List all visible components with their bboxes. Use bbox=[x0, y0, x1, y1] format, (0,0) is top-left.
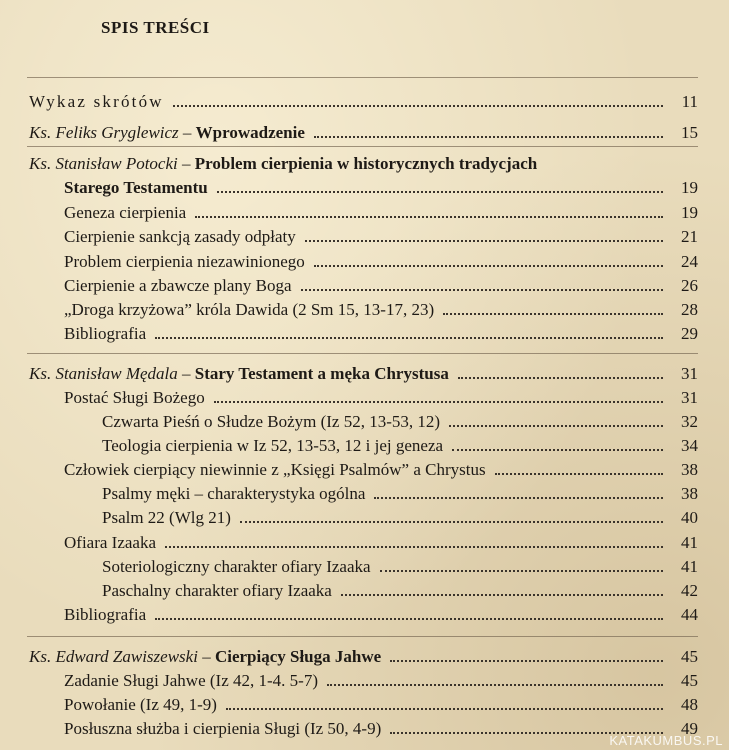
toc-entry bbox=[64, 601, 698, 625]
toc-entry-text: Soteriologiczny charakter ofiary Izaaka bbox=[102, 557, 371, 576]
toc-entry-label bbox=[64, 300, 434, 320]
toc-entry-label bbox=[64, 695, 217, 715]
toc-entry-text: Cierpienie a zbawcze plany Boga bbox=[64, 276, 292, 295]
toc-entry-text: Psalm 22 (Wlg 21) bbox=[102, 508, 231, 527]
toc-entry bbox=[29, 360, 698, 384]
toc-entry-label bbox=[29, 92, 164, 112]
toc-entry-title: Stary Testament a męka Chrystusa bbox=[194, 364, 449, 383]
toc-entry-text: Teologia cierpienia w Iz 52, 13-53, 12 i jej geneza bbox=[102, 436, 444, 455]
page-title: SPIS TREŚCI bbox=[101, 18, 210, 37]
toc-entry-separator: – bbox=[197, 647, 215, 666]
toc-entry-page: 34 bbox=[681, 436, 698, 455]
toc-entry-label bbox=[64, 388, 205, 408]
toc-entry-label bbox=[64, 671, 318, 691]
toc-entry-page: 19 bbox=[681, 178, 698, 197]
toc-entry-label bbox=[64, 719, 381, 739]
toc-entry-label bbox=[29, 647, 381, 667]
toc-entry-text: Człowiek cierpiący niewinnie z „Księgi Psalmów” a Chrystus bbox=[64, 460, 486, 479]
toc-entry-page: 38 bbox=[681, 460, 698, 479]
dot-leader bbox=[305, 240, 663, 242]
toc-entry-text: Posłuszna służba i cierpienia Sługi (Iz 50, 4-9) bbox=[64, 719, 382, 738]
toc-entry-page: 15 bbox=[681, 123, 698, 142]
toc-entry-label bbox=[64, 605, 146, 625]
dot-leader bbox=[155, 618, 663, 620]
toc-entry bbox=[64, 272, 698, 296]
toc-entry bbox=[64, 223, 698, 247]
watermark: KATAKUMBUS.PL bbox=[609, 733, 723, 748]
toc-entry-page: 11 bbox=[681, 92, 698, 111]
toc-entry-label bbox=[29, 154, 537, 174]
toc-entry bbox=[64, 384, 698, 408]
toc-entry bbox=[29, 119, 698, 143]
toc-entry-text: „Droga krzyżowa” króla Dawida (2 Sm 15, 13-17, 23) bbox=[64, 300, 435, 319]
toc-entry-text: Paschalny charakter ofiary Izaaka bbox=[102, 581, 332, 600]
toc-entry-separator: – bbox=[177, 154, 195, 173]
toc-entry-text: Czwarta Pieśń o Słudze Bożym (Iz 52, 13-53, 12) bbox=[102, 412, 441, 431]
toc-entry-text: Problem cierpienia niezawinionego bbox=[64, 252, 305, 271]
toc-entry-page: 26 bbox=[681, 276, 698, 295]
toc-entry-label bbox=[29, 123, 305, 143]
toc-entry-page: 45 bbox=[681, 647, 698, 666]
dot-leader bbox=[195, 216, 663, 218]
toc-entry-title: Wprowadzenie bbox=[195, 123, 305, 142]
toc-entry bbox=[64, 296, 698, 320]
toc-entry-page: 44 bbox=[681, 605, 698, 624]
toc-entry-page: 32 bbox=[681, 412, 698, 431]
toc-entry bbox=[102, 408, 698, 432]
section-rule bbox=[27, 146, 698, 147]
toc-entry bbox=[64, 529, 698, 553]
toc-entry-label bbox=[102, 508, 231, 528]
toc-entry-label bbox=[64, 324, 146, 344]
toc-entry-text: Ofiara Izaaka bbox=[64, 533, 157, 552]
dot-leader bbox=[449, 425, 663, 427]
dot-leader bbox=[214, 401, 663, 403]
toc-entry-page: 38 bbox=[681, 484, 698, 503]
toc-entry bbox=[102, 480, 698, 504]
dot-leader bbox=[380, 570, 663, 572]
dot-leader bbox=[452, 449, 663, 451]
toc-entry-label bbox=[64, 203, 186, 223]
toc-entry-author: Ks. Feliks Gryglewicz bbox=[29, 123, 179, 142]
toc-entry-separator: – bbox=[178, 123, 196, 142]
dot-leader bbox=[240, 521, 663, 523]
dot-leader bbox=[314, 136, 663, 138]
toc-entry-label bbox=[64, 460, 486, 480]
toc-entry-page: 19 bbox=[681, 203, 698, 222]
toc-entry-page: 31 bbox=[681, 364, 698, 383]
toc-entry-page: 45 bbox=[681, 671, 698, 690]
toc-entry-title: Starego Testamentu bbox=[64, 178, 208, 197]
toc-entry-author: Ks. Edward Zawiszewski bbox=[29, 647, 198, 666]
dot-leader bbox=[458, 377, 663, 379]
toc-entry-label bbox=[64, 227, 296, 247]
dot-leader bbox=[165, 546, 663, 548]
toc-entry-label bbox=[102, 484, 365, 504]
toc-entry bbox=[102, 504, 698, 528]
toc-entry-page: 28 bbox=[681, 300, 698, 319]
toc-entry-label bbox=[64, 252, 305, 272]
toc-entry-page: 41 bbox=[681, 557, 698, 576]
dot-leader bbox=[301, 289, 663, 291]
dot-leader bbox=[314, 265, 663, 267]
section-rule bbox=[27, 353, 698, 354]
dot-leader bbox=[374, 497, 663, 499]
dot-leader bbox=[390, 660, 663, 662]
toc-entry-label bbox=[102, 557, 371, 577]
toc-entry-label bbox=[102, 581, 332, 601]
toc-entry-label bbox=[102, 436, 443, 456]
toc-entry bbox=[29, 643, 698, 667]
toc-entry-text: Psalmy męki – charakterystyka ogólna bbox=[102, 484, 366, 503]
toc-entry-text: Bibliografia bbox=[64, 324, 147, 343]
toc-entry-text: Bibliografia bbox=[64, 605, 147, 624]
dot-leader bbox=[495, 473, 663, 475]
toc-entry bbox=[102, 553, 698, 577]
toc-entry-page: 49 bbox=[681, 719, 698, 738]
toc-entry-page: 21 bbox=[681, 227, 698, 246]
toc-entry-text: Zadanie Sługi Jahwe (Iz 42, 1-4. 5-7) bbox=[64, 671, 318, 690]
toc-entry-label bbox=[64, 533, 156, 553]
toc-entry bbox=[64, 320, 698, 344]
toc-entry-page: 29 bbox=[681, 324, 698, 343]
dot-leader bbox=[226, 708, 663, 710]
toc-entry-page: 31 bbox=[681, 388, 698, 407]
dot-leader bbox=[217, 191, 663, 193]
toc-entry-label bbox=[64, 178, 208, 198]
toc-entry-text: Powołanie (Iz 49, 1-9) bbox=[64, 695, 217, 714]
toc-entry-label bbox=[64, 276, 292, 296]
toc-entry bbox=[64, 248, 698, 272]
toc-entry bbox=[29, 88, 698, 112]
toc-entry-page: 48 bbox=[681, 695, 698, 714]
dot-leader bbox=[173, 105, 663, 107]
toc-entry-title: Problem cierpienia w historycznych tradycjach bbox=[194, 154, 538, 173]
toc-entry-label bbox=[29, 364, 449, 384]
toc-entry-label bbox=[102, 412, 440, 432]
toc-entry-author: Ks. Stanisław Mędala bbox=[29, 364, 178, 383]
toc-entry-page: 24 bbox=[681, 252, 698, 271]
toc-entry bbox=[64, 199, 698, 223]
dot-leader bbox=[327, 684, 663, 686]
toc-entry bbox=[64, 174, 698, 198]
toc-entry bbox=[29, 150, 698, 174]
toc-entry-separator: – bbox=[177, 364, 195, 383]
toc-entry bbox=[64, 691, 698, 715]
toc-entry-author: Ks. Stanisław Potocki bbox=[29, 154, 178, 173]
dot-leader bbox=[155, 337, 663, 339]
toc-entry bbox=[102, 432, 698, 456]
toc-entry-page: 42 bbox=[681, 581, 698, 600]
section-rule bbox=[27, 636, 698, 637]
toc-entry bbox=[64, 715, 698, 739]
toc-entry-text: Cierpienie sankcją zasady odpłaty bbox=[64, 227, 296, 246]
dot-leader bbox=[341, 594, 663, 596]
toc-entry-text: Wykaz skrótów bbox=[29, 92, 164, 111]
toc-entry-text: Postać Sługi Bożego bbox=[64, 388, 205, 407]
toc-entry-page: 41 bbox=[681, 533, 698, 552]
toc-entry bbox=[102, 577, 698, 601]
toc-entry bbox=[64, 667, 698, 691]
toc-entry-text: Geneza cierpienia bbox=[64, 203, 187, 222]
toc-entry-page: 40 bbox=[681, 508, 698, 527]
toc-entry bbox=[64, 456, 698, 480]
toc-entry-title: Cierpiący Sługa Jahwe bbox=[214, 647, 382, 666]
dot-leader bbox=[443, 313, 663, 315]
section-rule bbox=[27, 77, 698, 78]
